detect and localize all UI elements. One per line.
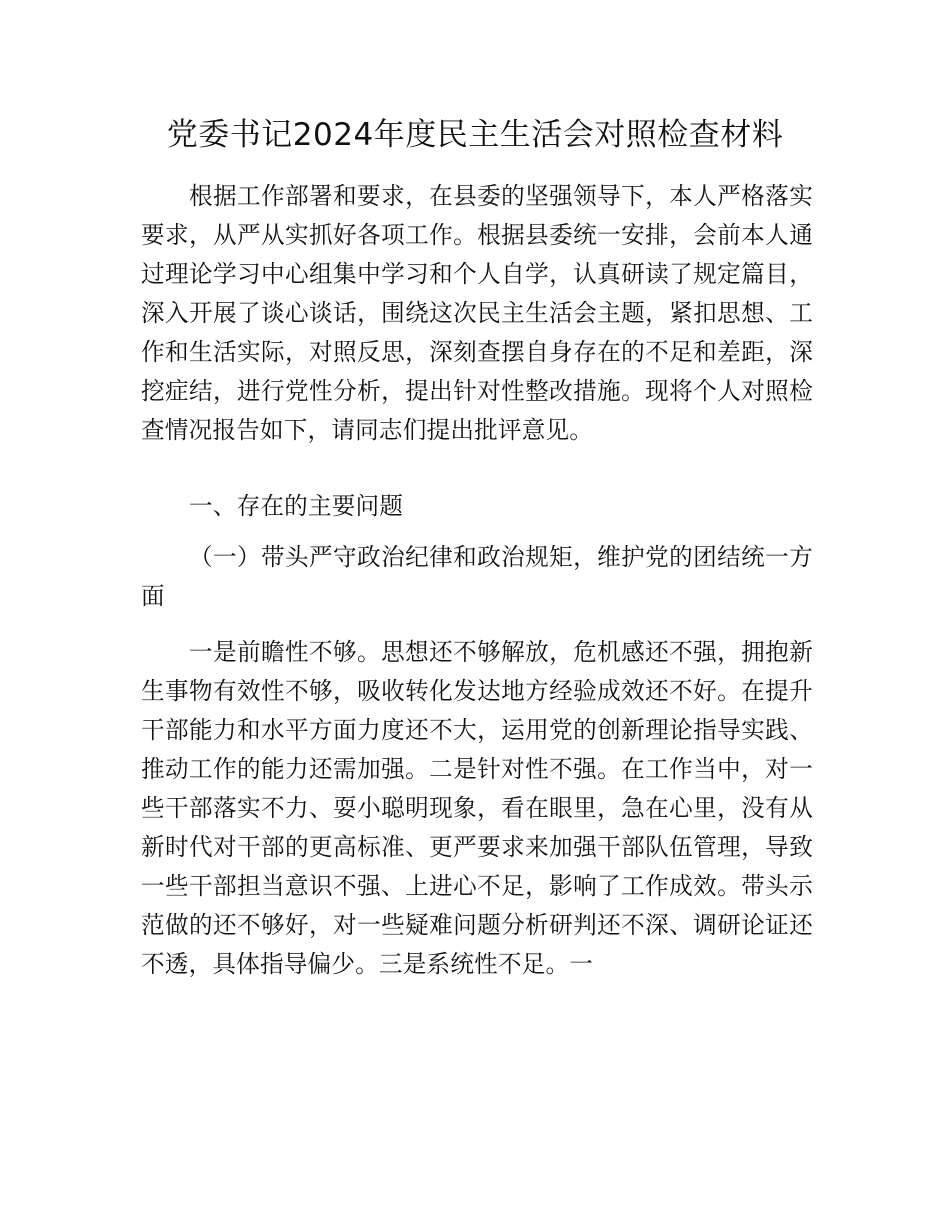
document-title: 党委书记2024年度民主生活会对照检查材料 — [166, 117, 784, 153]
section-heading: 一、存在的主要问题 — [189, 492, 404, 520]
intro-paragraph: 根据工作部署和要求，在县委的坚强领导下，本人严格落实要求，从严从实抓好各项工作。根据县委统一安排，会前本人通过理论学习中心组集中学习和个人自学，认真研读了规定篇目，深入开展了谈心谈话，围绕这次民主生活会主题，紧扣思想、工作和生活实际，对照反思，深刻查摆自身存在的不足和差距，深挖症结，进行党性分析，提出针对性整改措施。现将个人对照检查情况报告如下，请同志们提出批评意见。 — [141, 182, 813, 444]
body-paragraph: 一是前瞻性不够。思想还不够解放，危机感还不强，拥抱新生事物有效性不够，吸收转化发达地方经验成效还不好。在提升干部能力和水平方面力度还不大，运用党的创新理论指导实践、推动工作的能力还需加强。二是针对性不强。在工作当中，对一些干部落实不力、耍小聪明现象，看在眼里，急在心里，没有从新时代对干部的更高标准、更严要求来加强干部队伍管理，导致一些干部担当意识不强、上进心不足，影响了工作成效。带头示范做的还不够好，对一些疑难问题分析研判还不深、调研论证还不透，具体指导偏少。三是系统性不足。一 — [141, 638, 813, 978]
subsection-heading: （一）带头严守政治纪律和政治规矩，维护党的团结统一方面 — [141, 543, 813, 610]
